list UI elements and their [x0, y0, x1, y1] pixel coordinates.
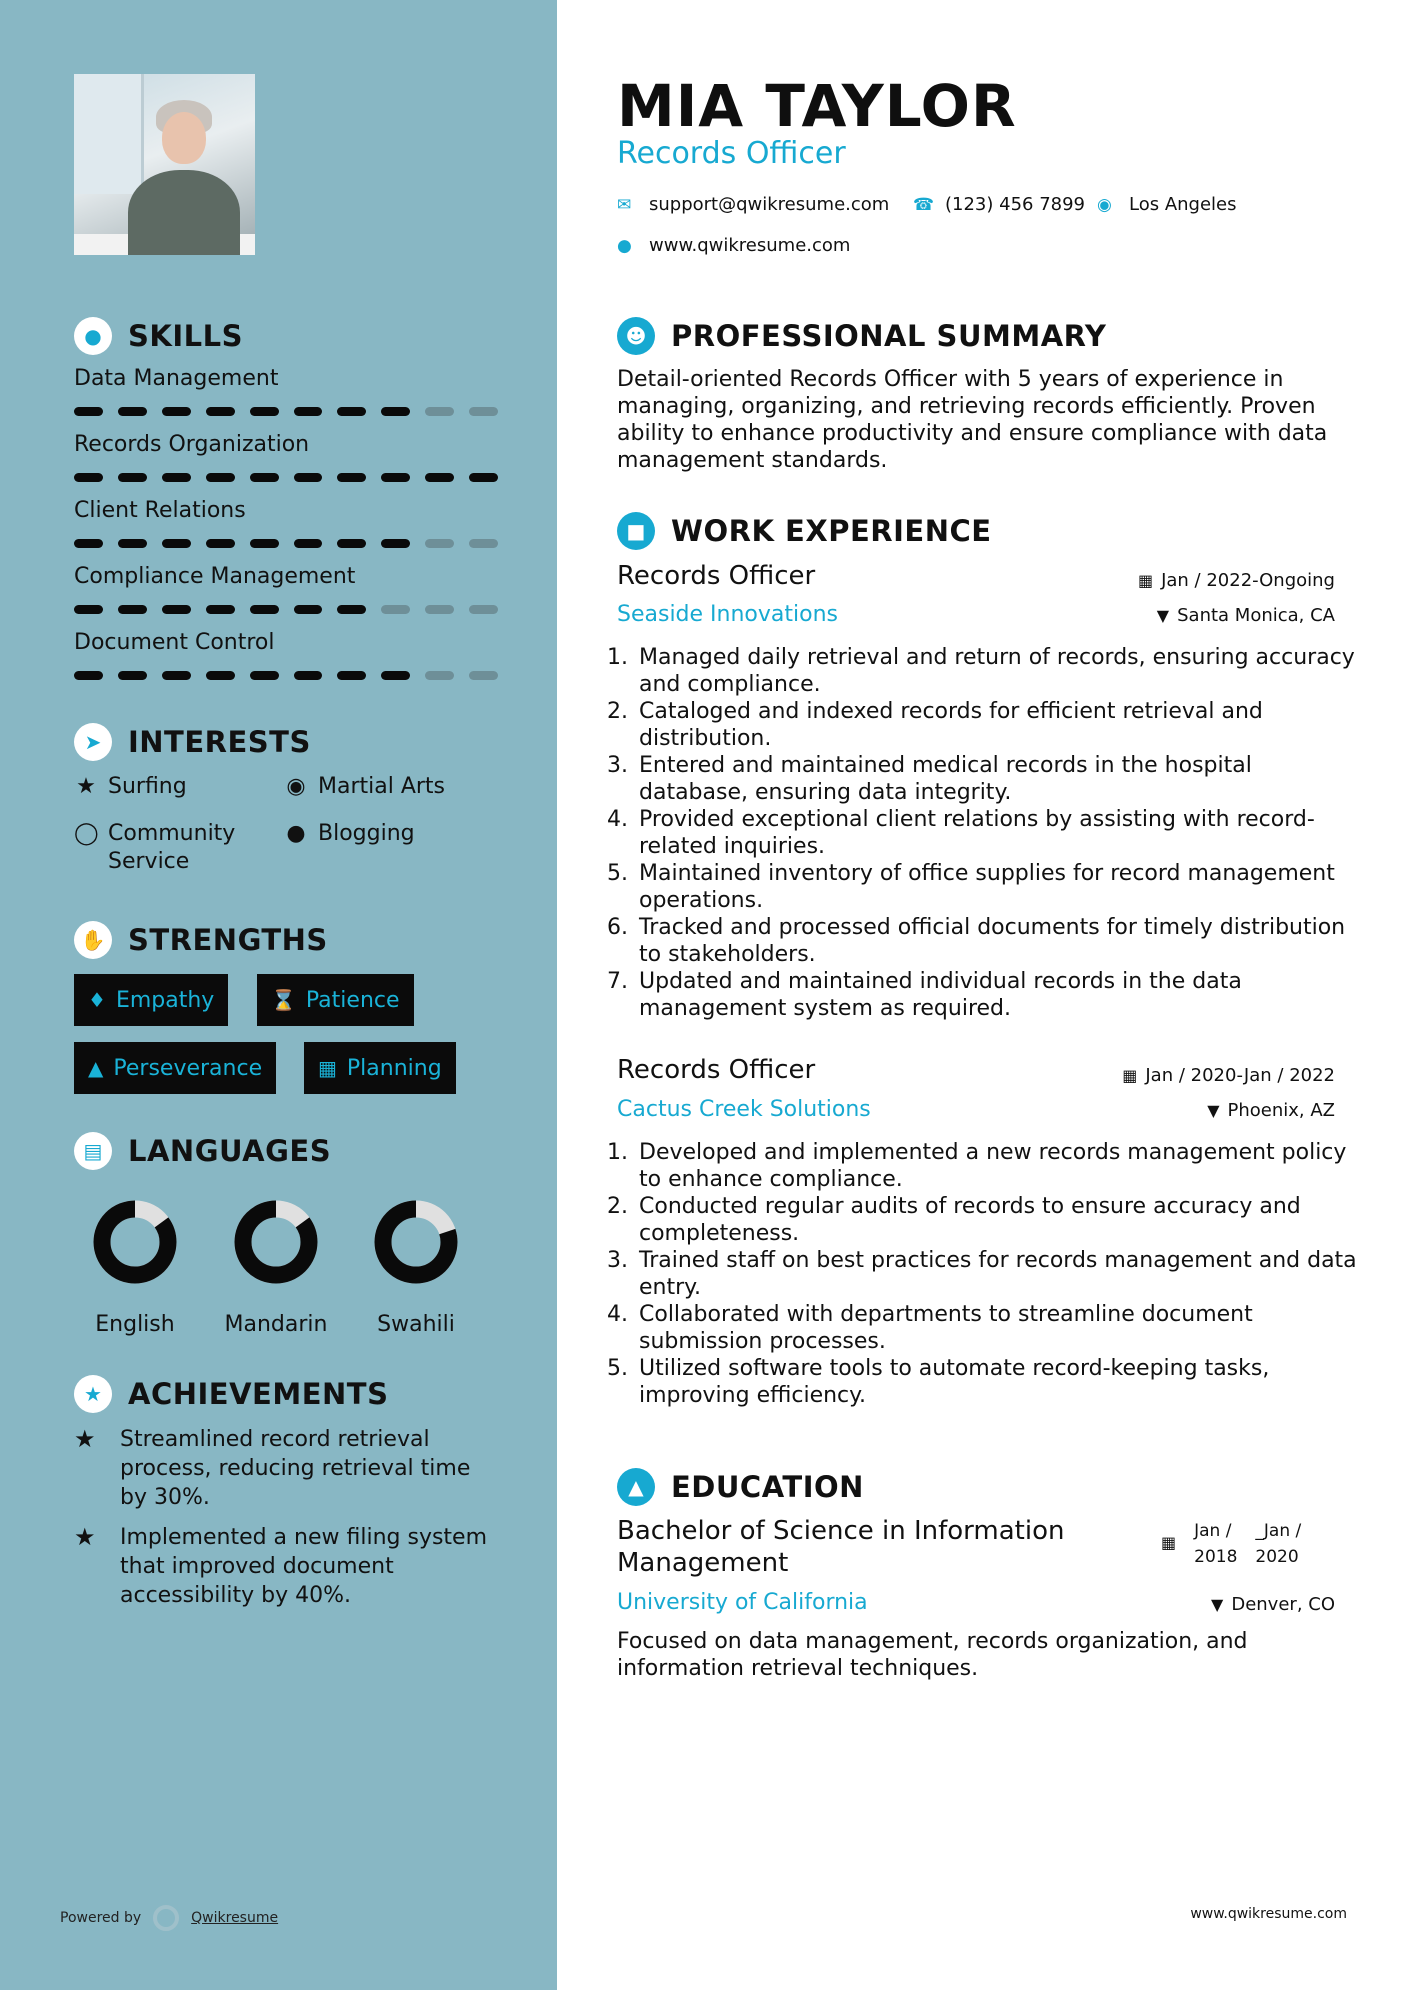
skill-item [74, 366, 498, 416]
education-school: University of California [617, 1590, 868, 1615]
binoculars-icon: ▲ [88, 1056, 104, 1080]
skill-level-bar [74, 605, 498, 614]
footer-website[interactable]: www.qwikresume.com [1190, 1906, 1347, 1922]
calendar-icon: ▦ [318, 1056, 337, 1080]
skill-dash [118, 407, 147, 416]
interest-item: ★ Surfing [74, 773, 187, 801]
list-item: 5. Maintained inventory of office supplies for record management operations. [635, 860, 1357, 914]
skill-dash [381, 605, 410, 614]
skill-dash [206, 671, 235, 680]
skill-dash [162, 605, 191, 614]
skill-dash [337, 605, 366, 614]
summary-heading: ☻ PROFESSIONAL SUMMARY [617, 317, 1106, 355]
users-icon: ● [286, 821, 306, 846]
skill-dash [206, 407, 235, 416]
education-location: ▼ Denver, CO [1211, 1594, 1335, 1615]
strength-badge: ⌛ Patience [257, 974, 414, 1026]
skill-dash [118, 539, 147, 548]
list-item: 4. Provided exceptional client relations by assisting with record-related inquiries. [635, 806, 1357, 860]
skill-dash [294, 605, 323, 614]
calendar-icon: ▦ [1137, 571, 1154, 590]
language-item: Mandarin [216, 1200, 336, 1337]
interests-heading: ➤ INTERESTS [74, 723, 311, 761]
handshake-icon: ♦ [88, 988, 106, 1012]
job-company: Seaside Innovations [617, 602, 838, 627]
skill-dash [469, 671, 498, 680]
skill-name: Client Relations [74, 498, 246, 523]
list-item: 3. Trained staff on best practices for records management and data entry. [635, 1247, 1357, 1301]
skill-dash [206, 473, 235, 482]
skill-dash [206, 605, 235, 614]
pushpin-icon: ▼ [1156, 606, 1170, 625]
skill-dash [74, 407, 103, 416]
graduation-cap-icon: ▲ [617, 1468, 655, 1506]
skill-dash [118, 671, 147, 680]
skill-dash [74, 539, 103, 548]
skill-dash [74, 605, 103, 614]
skill-item [74, 432, 498, 482]
interest-item: ● Blogging [284, 820, 415, 848]
candidate-name: MIA TAYLOR [617, 72, 1017, 140]
contact-location: ◉ Los Angeles [1097, 194, 1237, 215]
skill-dash [74, 671, 103, 680]
skill-dash [425, 473, 454, 482]
award-star-icon: ★ [74, 1375, 112, 1413]
skill-dash [74, 473, 103, 482]
list-item: 4. Collaborated with departments to streamline document submission processes. [635, 1301, 1357, 1355]
education-degree: Bachelor of Science in Information Management [617, 1516, 1065, 1578]
skill-dash [337, 671, 366, 680]
skill-dash [469, 605, 498, 614]
language-level-ring [374, 1200, 458, 1284]
phone-icon: ☎ [913, 194, 935, 215]
language-icon: ▤ [74, 1132, 112, 1170]
skill-dash [425, 671, 454, 680]
list-item: 2. Cataloged and indexed records for efficient retrieval and distribution. [635, 698, 1357, 752]
job-company: Cactus Creek Solutions [617, 1097, 871, 1122]
skill-dash [206, 539, 235, 548]
powered-by: Powered by Qwikresume [60, 1905, 278, 1931]
job-duties [617, 644, 1357, 1022]
achievements-heading: ★ ACHIEVEMENTS [74, 1375, 388, 1413]
list-item: 1. Managed daily retrieval and return of records, ensuring accuracy and compliance. [635, 644, 1357, 698]
strength-badge: ▦ Planning [304, 1042, 456, 1094]
shooting-star-icon: ★ [74, 1425, 96, 1453]
skill-dash [337, 539, 366, 548]
skill-dash [118, 605, 147, 614]
skill-dash [250, 605, 279, 614]
list-item: 2. Conducted regular audits of records to ensure accuracy and completeness. [635, 1193, 1357, 1247]
skill-item [74, 630, 498, 680]
skill-dash [425, 539, 454, 548]
interest-item: ◉ Martial Arts [284, 773, 445, 801]
job-duties [617, 1139, 1357, 1409]
interest-item: ◯ Community Service [74, 821, 236, 874]
pushpin-icon: ▼ [1211, 1595, 1224, 1614]
list-item: 7. Updated and maintained individual records in the data management system as required. [635, 968, 1357, 1022]
skill-dash [294, 539, 323, 548]
language-item: English [75, 1200, 195, 1337]
job-title: Records Officer [617, 1055, 816, 1085]
skill-dash [425, 605, 454, 614]
profile-photo [74, 74, 255, 255]
job-location: ▼ Santa Monica, CA [1156, 605, 1335, 626]
skill-dash [250, 539, 279, 548]
fist-icon: ✋ [74, 921, 112, 959]
skill-level-bar [74, 539, 498, 548]
pushpin-icon: ▼ [1207, 1101, 1220, 1120]
summary-text: Detail-oriented Records Officer with 5 years of experience in managing, organizing, and retrieving records efficiently. Proven ability to enhance productivity and ensure compliance with data management standards. [617, 367, 1328, 473]
lightbulb-icon: ● [74, 317, 112, 355]
strengths-heading: ✋ STRENGTHS [74, 921, 328, 959]
list-item: 5. Utilized software tools to automate record-keeping tasks, improving efficiency. [635, 1355, 1357, 1409]
skill-dash [381, 407, 410, 416]
skill-name: Data Management [74, 366, 279, 391]
job-title: Records Officer [617, 561, 816, 591]
contact-phone[interactable]: ☎ (123) 456 7899 [913, 194, 1086, 215]
language-item: Swahili [356, 1200, 476, 1337]
main-content [557, 0, 1407, 1990]
skill-dash [250, 473, 279, 482]
strength-badge: ♦ Empathy [74, 974, 228, 1026]
skill-dash [118, 473, 147, 482]
calendar-icon: ▦ [1122, 1066, 1138, 1085]
sidebar [0, 0, 557, 1990]
shooting-star-icon: ★ [74, 1523, 96, 1551]
qwikresume-link[interactable]: Qwikresume [191, 1910, 279, 1926]
star-icon: ★ [76, 774, 96, 799]
shield-icon: ◯ [74, 821, 99, 846]
globe-icon: ● [617, 235, 632, 256]
calendar-icon: ▦ [1161, 1533, 1177, 1552]
skill-dash [425, 407, 454, 416]
language-level-ring [93, 1200, 177, 1284]
skill-item [74, 564, 498, 614]
skill-dash [381, 671, 410, 680]
strength-badge: ▲ Perseverance [74, 1042, 276, 1094]
job-dates: ▦ Jan / 2022-Ongoing [1137, 570, 1335, 591]
skill-level-bar [74, 671, 498, 680]
skill-dash [250, 671, 279, 680]
skill-dash [381, 473, 410, 482]
candidate-role: Records Officer [617, 136, 846, 171]
skill-level-bar [74, 473, 498, 482]
list-item: 1. Developed and implemented a new records management policy to enhance compliance. [635, 1139, 1357, 1193]
skill-dash [294, 407, 323, 416]
list-item: 3. Entered and maintained medical records in the hospital database, ensuring data integrity. [635, 752, 1357, 806]
education-dates: ▦ Jan / 2018 _Jan / 2020 [1161, 1518, 1301, 1570]
skill-dash [162, 407, 191, 416]
skill-level-bar [74, 407, 498, 416]
job-dates: ▦ Jan / 2020-Jan / 2022 [1122, 1065, 1335, 1086]
languages-heading: ▤ LANGUAGES [74, 1132, 331, 1170]
list-item: 6. Tracked and processed official documents for timely distribution to stakeholders. [635, 914, 1357, 968]
skill-dash [381, 539, 410, 548]
skill-dash [337, 473, 366, 482]
skill-dash [162, 473, 191, 482]
envelope-icon: ✉ [617, 194, 632, 215]
paper-plane-icon: ➤ [74, 723, 112, 761]
skill-item [74, 498, 498, 548]
globe-icon: ◉ [286, 774, 306, 799]
skill-name: Records Organization [74, 432, 310, 457]
skill-dash [294, 671, 323, 680]
education-description: Focused on data management, records organization, and information retrieval techniques. [617, 1629, 1248, 1681]
job-location: ▼ Phoenix, AZ [1207, 1100, 1335, 1121]
skill-dash [250, 407, 279, 416]
skills-heading: ● SKILLS [74, 317, 243, 355]
skill-name: Document Control [74, 630, 275, 655]
contact-email[interactable]: ✉ support@qwikresume.com [617, 194, 890, 215]
qwikresume-logo-icon [153, 1905, 179, 1931]
education-heading: ▲ EDUCATION [617, 1468, 864, 1506]
achievement-item: ★ Implemented a new filing system that improved document accessibility by 40%. [74, 1523, 488, 1608]
skill-dash [294, 473, 323, 482]
skill-dash [469, 407, 498, 416]
skill-dash [469, 539, 498, 548]
briefcase-icon: ■ [617, 512, 655, 550]
map-pin-icon: ◉ [1097, 194, 1112, 215]
work-heading: ■ WORK EXPERIENCE [617, 512, 992, 550]
skill-name: Compliance Management [74, 564, 356, 589]
contact-website[interactable]: ● www.qwikresume.com [617, 235, 851, 256]
skill-dash [337, 407, 366, 416]
achievement-item: ★ Streamlined record retrieval process, reducing retrieval time by 30%. [74, 1425, 471, 1510]
skill-dash [162, 539, 191, 548]
hourglass-icon: ⌛ [271, 988, 296, 1012]
language-level-ring [234, 1200, 318, 1284]
user-icon: ☻ [617, 317, 655, 355]
skill-dash [469, 473, 498, 482]
skill-dash [162, 671, 191, 680]
